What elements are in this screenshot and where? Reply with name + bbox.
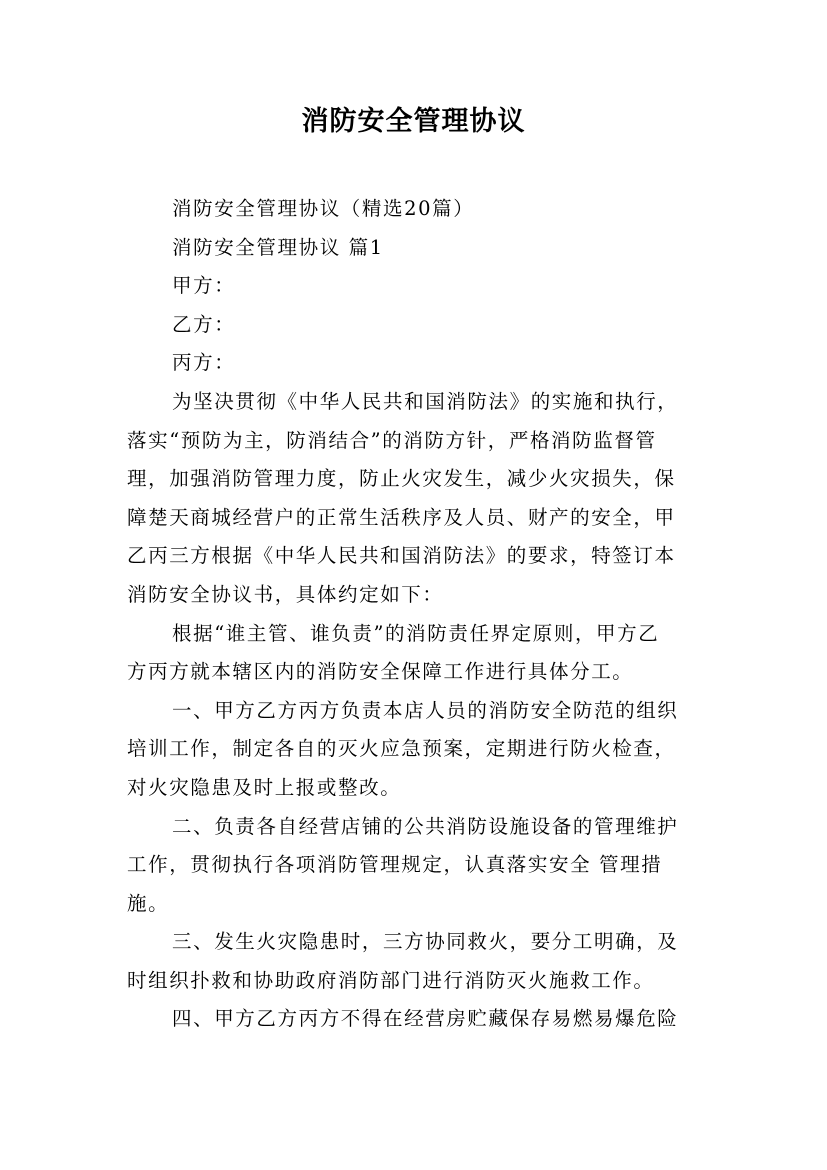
doc-line-party-a: 甲方： — [172, 274, 236, 298]
doc-line-party-c: 丙方： — [172, 351, 236, 375]
doc-line: 对火灾隐患及时上报或整改。 — [127, 775, 402, 799]
doc-line: 落实“预防为主，防消结合”的消防方针，严格消防监督管 — [127, 428, 657, 452]
doc-line: 消防安全协议书，具体约定如下： — [127, 582, 444, 606]
doc-line: 乙丙三方根据《中华人民共和国消防法》的要求，特签订本 — [127, 544, 676, 568]
doc-line: 三、发生火灾隐患时，三方协同救火，要分工明确，及 — [172, 930, 679, 954]
doc-line: 四、甲方乙方丙方不得在经营房贮藏保存易燃易爆危险 — [172, 1007, 679, 1031]
doc-line: 二、负责各自经营店铺的公共消防设施设备的管理维护 — [172, 814, 679, 838]
doc-line: 方丙方就本辖区内的消防安全保障工作进行具体分工。 — [127, 660, 634, 684]
document-body — [127, 190, 705, 1039]
doc-line-section-heading: 消防安全管理协议 篇1 — [172, 235, 384, 259]
document-title: 消防安全管理协议 — [301, 106, 526, 137]
doc-line: 施。 — [127, 891, 170, 915]
doc-line: 障楚天商城经营户的正常生活秩序及人员、财产的安全，甲 — [127, 505, 676, 529]
doc-line: 为坚决贯彻《中华人民共和国消防法》的实施和执行， — [172, 389, 679, 413]
doc-line: 时组织扑救和协助政府消防部门进行消防灭火施救工作。 — [127, 968, 655, 992]
doc-line: 理，加强消防管理力度，防止火灾发生，减少火灾损失，保 — [127, 467, 676, 491]
doc-line: 培训工作，制定各自的灭火应急预案，定期进行防火检查， — [127, 737, 676, 761]
doc-line: 工作，贯彻执行各项消防管理规定，认真落实安全 管理措 — [127, 853, 663, 877]
doc-line-party-b: 乙方： — [172, 312, 236, 336]
doc-line: 根据“谁主管、谁负责”的消防责任界定原则，甲方乙 — [172, 621, 660, 645]
doc-line-subtitle: 消防安全管理协议（精选20篇） — [172, 197, 475, 220]
doc-line: 一、甲方乙方丙方负责本店人员的消防安全防范的组织 — [172, 698, 679, 722]
